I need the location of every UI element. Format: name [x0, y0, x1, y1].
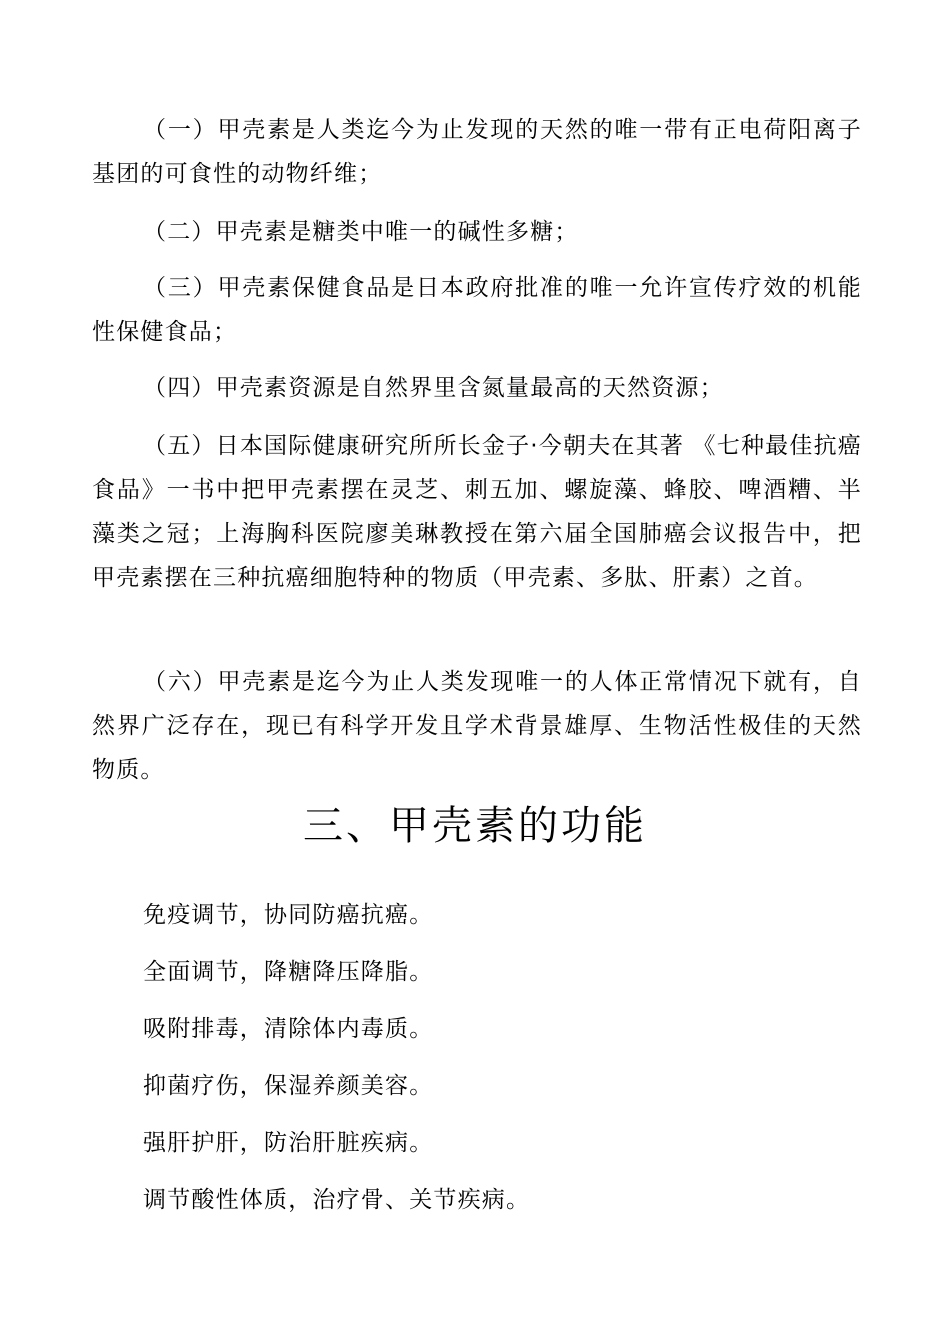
- section-title: 三、甲壳素的功能: [303, 803, 647, 849]
- intro-item-1: （一）甲壳素是人类迄今为止发现的天然的唯一带有正电荷阳离子基团的可食性的动物纤维；: [92, 117, 862, 187]
- intro-item-6: （六）甲壳素是迄今为止人类发现唯一的人体正常情况下就有，自然界广泛存在，现已有科学开发且学术背景雄厚、生物活性极佳的天然物质。: [92, 669, 862, 783]
- intro-item-5: （五）日本国际健康研究所所长金子·今朝夫在其著 《七种最佳抗癌食品》一书中把甲壳素摆在灵芝、刺五加、螺旋藻、蜂胶、啤酒糟、半藻类之冠；上海胸科医院廖美琳教授在第六届全国肺癌会议报告中，把甲壳素摆在三种抗癌细胞特种的物质（甲壳素、多肽、肝素）之首。: [92, 433, 862, 591]
- function-item-5: 强肝护肝，防治肝脏疾病。: [143, 1130, 434, 1156]
- intro-item-2: （二）甲壳素是糖类中唯一的碱性多糖；: [143, 219, 579, 245]
- intro-item-4: （四）甲壳素资源是自然界里含氮量最高的天然资源；: [143, 375, 724, 401]
- function-item-2: 全面调节，降糖降压降脂。: [143, 959, 434, 985]
- function-item-3: 吸附排毒，清除体内毒质。: [143, 1016, 434, 1042]
- function-item-1: 免疫调节，协同防癌抗癌。: [143, 902, 434, 928]
- intro-item-3: （三）甲壳素保健食品是日本政府批准的唯一允许宣传疗效的机能性保健食品；: [92, 275, 862, 345]
- function-item-4: 抑菌疗伤，保湿养颜美容。: [143, 1073, 434, 1099]
- function-item-6: 调节酸性体质，治疗骨、关节疾病。: [143, 1187, 531, 1213]
